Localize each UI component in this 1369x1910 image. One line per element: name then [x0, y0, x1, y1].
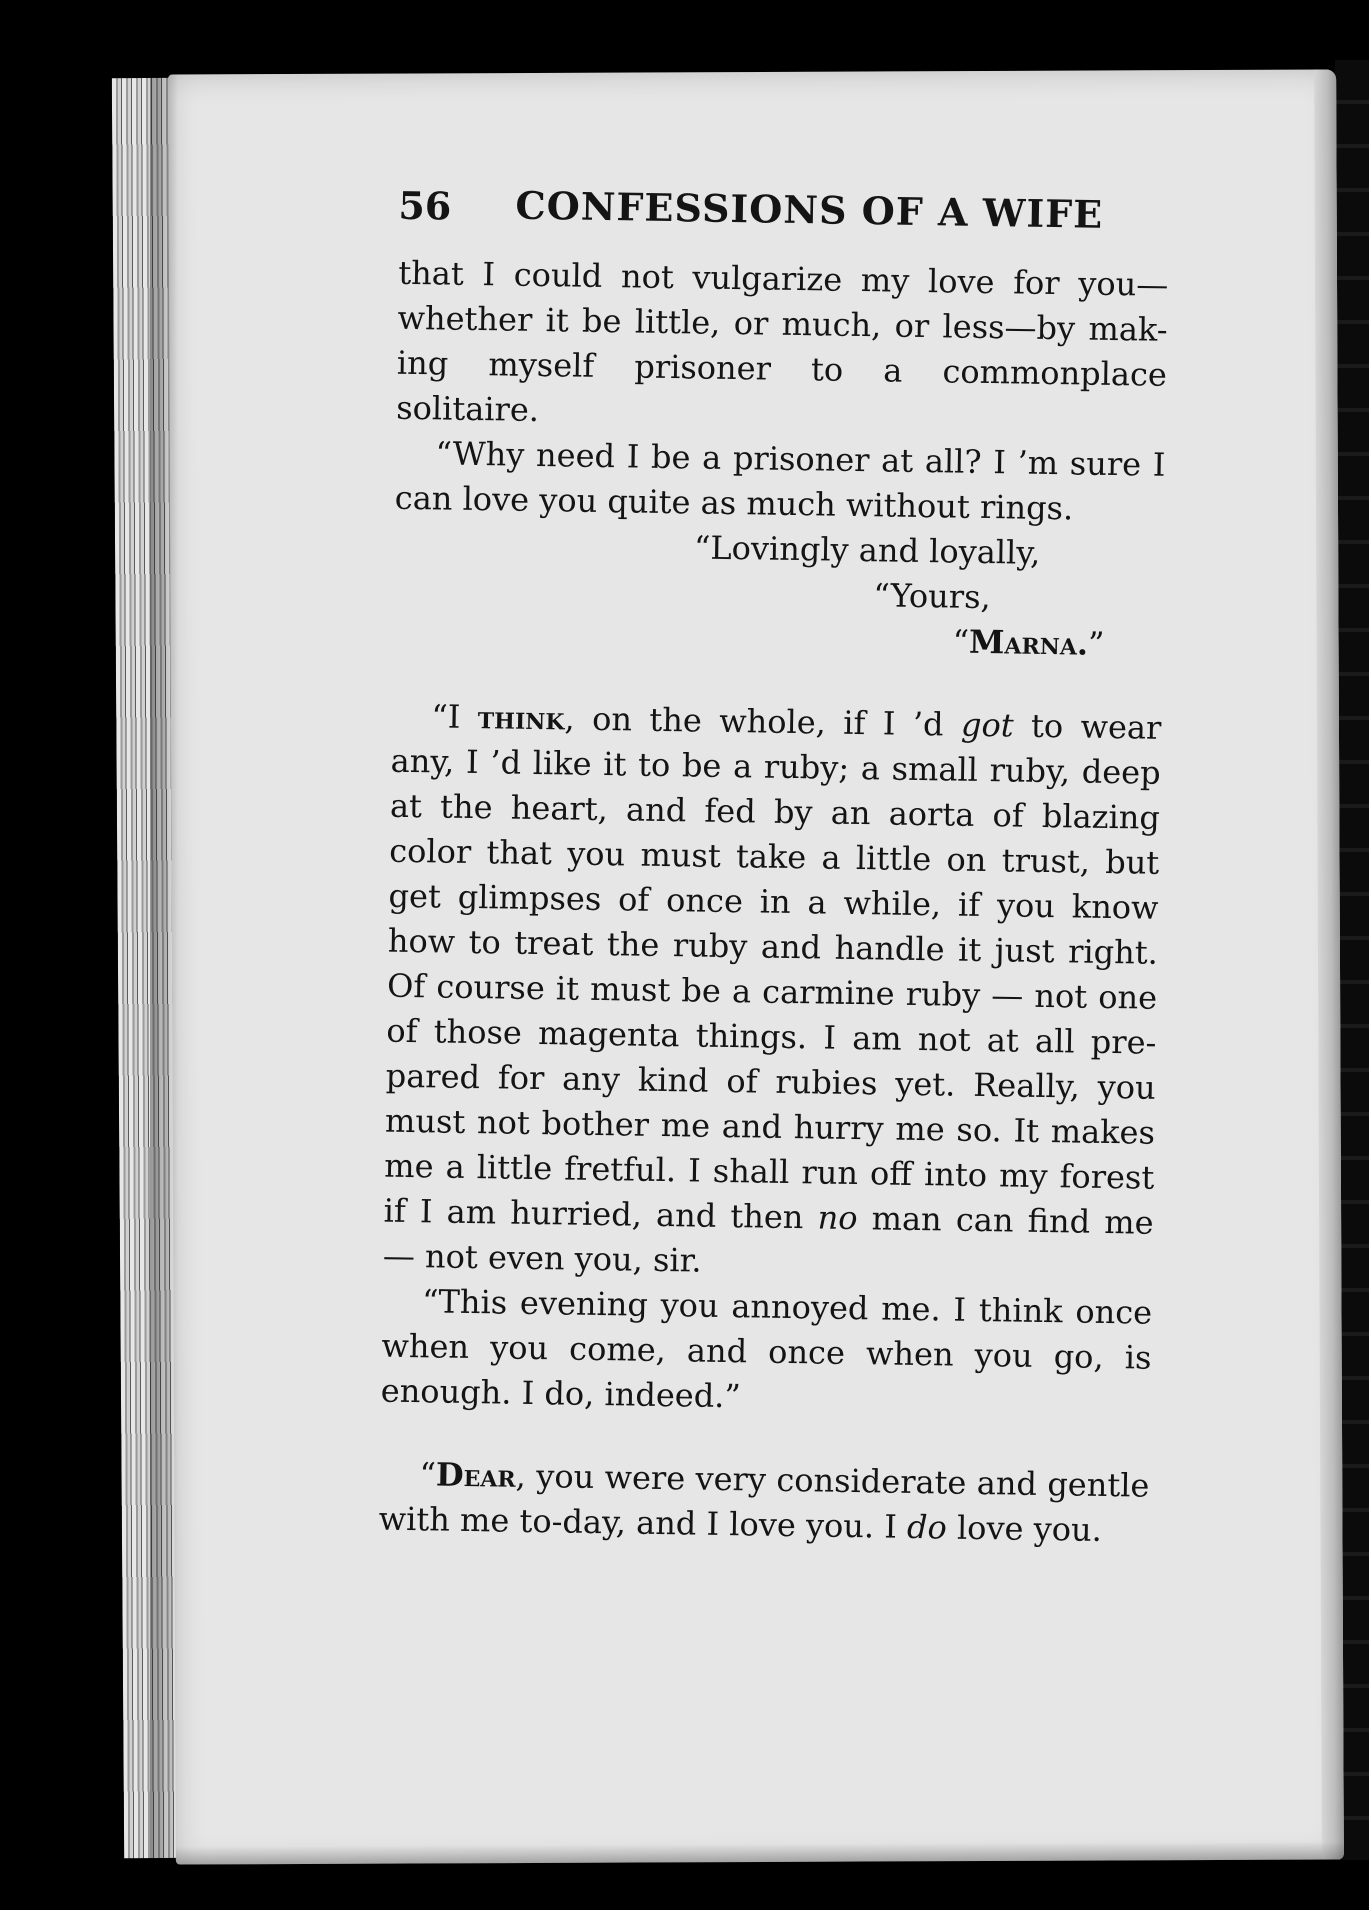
p3-part-c: man can find me — not even you, sir.	[382, 1199, 1154, 1280]
p3-emphasis-got: got	[960, 705, 1014, 745]
page-bottom-edge	[176, 1841, 1344, 1864]
p5-lead-word: Dear	[435, 1455, 517, 1495]
closing-line-2: “Yours,	[873, 576, 992, 617]
p3-part-a: , on the whole, if I ’d	[564, 699, 962, 744]
body-text	[378, 251, 1168, 1554]
paragraph-5	[378, 1452, 1149, 1554]
paragraph-4: “This evening you annoyed me. I think once when you come, and once when you go, is enough. I do, indeed.”	[380, 1282, 1153, 1416]
p5-open: “	[419, 1455, 437, 1494]
signature-close-quote: ”	[1087, 624, 1105, 663]
running-title: CONFESSIONS OF A WIFE	[515, 182, 1104, 237]
p3-part-b: to wear any, I ’d like it to be a ruby; a small ruby, deep at the heart, and fed by an aorta of blazing color that you must take a little on trust, but get glimpses of once in a while, if you know how to treat the ruby and handle it just right. Of course it must be a carmine ruby — not one of those magenta things. I am not at all pre-pared for any kind of rubies yet. Really, you must not bother me and hurry me so. It makes me a little fretful. I shall run off into my forest if I am hurried, and then	[383, 706, 1162, 1237]
p3-lead-word: think	[477, 698, 565, 738]
paragraph-2: “Why need I be a prisoner at all? I ’m sure I can love you quite as much without rings.	[394, 434, 1166, 528]
signature: Marna.	[968, 622, 1089, 663]
signature-open-quote: “	[952, 622, 970, 661]
p5-emphasis-do: do	[906, 1507, 948, 1547]
page-number: 56	[398, 182, 452, 229]
p5-part-b: love you.	[946, 1508, 1103, 1549]
p5-part-a: , you were very considerate and gentle with me to-day, and I love you. I	[378, 1456, 1150, 1546]
text-block	[201, 168, 1174, 1554]
paragraph-3	[383, 694, 1162, 1291]
spine-shadow	[150, 70, 178, 1870]
p3-emphasis-no: no	[817, 1198, 858, 1238]
p3-open: “I	[431, 697, 479, 737]
running-head	[222, 168, 1175, 249]
closing-line-1: “Lovingly and loyally,	[693, 528, 1041, 572]
paragraph-1: that I could not vulgarize my love for you—whether it be little, or much, or less—by mak-ing myself prisoner to a commonplace solitaire.	[395, 253, 1169, 429]
